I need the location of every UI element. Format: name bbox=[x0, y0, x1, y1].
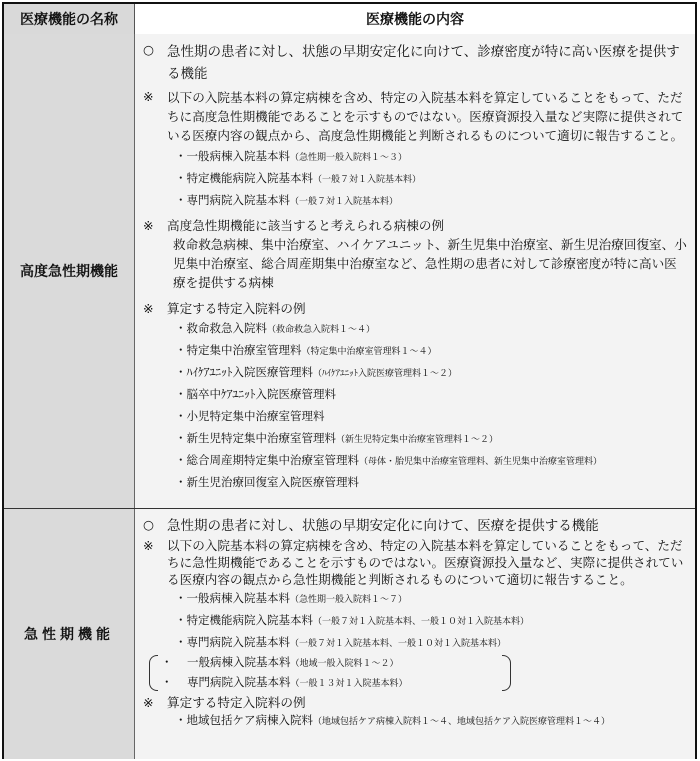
list-item: ・脳卒中ｹｱﾕﾆｯﾄ入院医療管理料 bbox=[175, 387, 336, 401]
note-mark: ※ bbox=[143, 538, 154, 553]
note-mark: ※ bbox=[143, 695, 154, 710]
list-item: ・小児特定集中治療室管理料 bbox=[175, 409, 325, 423]
note-mark: ※ bbox=[143, 301, 154, 316]
list-item: ・特定集中治療室管理料（特定集中治療室管理料１～４） bbox=[175, 343, 437, 357]
list-item: ・新生児特定集中治療室管理料（新生児特定集中治療室管理料１～２） bbox=[175, 431, 499, 445]
note-base-fees: ※ 以下の入院基本料の算定病棟を含め、特定の入院基本料を算定していることをもって、ただちに急性期機能であることを示すものではない。医療資源投入量など、実際に提供されている医療内容の観点から急性期機能と判断されるものについて適切に報告すること。 bbox=[143, 538, 684, 587]
bracketed-fee-group bbox=[149, 653, 511, 693]
circle-mark: ○ bbox=[143, 42, 154, 57]
list-item: ・一般病棟入院基本料（急性期一般入院料１～３） bbox=[175, 149, 408, 163]
ward-examples-body: 救命救急病棟、集中治療室、ハイケアユニット、新生児集中治療室、新生児治療回復室、小児集中治療室、総合周産期集中治療室など、急性期の患者に対して診療密度が特に高い医療を提供する病棟 bbox=[173, 237, 687, 290]
circle-mark: ○ bbox=[143, 517, 154, 532]
header-function-content: 医療機能の内容 bbox=[366, 12, 464, 28]
function-content bbox=[135, 34, 695, 508]
note-special-fees: ※ 算定する特定入院料の例 bbox=[143, 301, 306, 316]
definition: ○ 急性期の患者に対し、状態の早期安定化に向けて、医療を提供する機能 bbox=[143, 517, 599, 534]
list-item: ・ 一般病棟入院基本料（地域一般入院料１～２） bbox=[161, 655, 399, 669]
list-item: ・新生児治療回復室入院医療管理料 bbox=[175, 475, 359, 489]
function-name: 高度急性期機能 bbox=[4, 34, 135, 508]
list-item: ・一般病棟入院基本料（急性期一般入院料１～７） bbox=[175, 591, 408, 605]
special-fee-list bbox=[143, 712, 687, 730]
table-row-acute bbox=[4, 509, 695, 759]
header-function-name: 医療機能の名称 bbox=[4, 4, 135, 34]
note-mark: ※ bbox=[143, 218, 154, 233]
list-item: ・専門病院入院基本料（一般７対１入院基本料） bbox=[175, 193, 399, 207]
list-item: ・ﾊｲｹｱﾕﾆｯﾄ入院医療管理料（ﾊｲｹｱﾕﾆｯﾄ入院医療管理料１～２） bbox=[175, 365, 458, 379]
list-item: ・救命救急入院料（救命救急入院料１～４） bbox=[175, 321, 376, 335]
list-item: ・総合周産期特定集中治療室管理料（母体・胎児集中治療室管理料、新生児集中治療室管理料） bbox=[175, 453, 603, 467]
list-item: ・特定機能病院入院基本料（一般７対１入院基本料） bbox=[175, 171, 422, 185]
medical-function-table bbox=[2, 2, 697, 759]
list-item: ・地域包括ケア病棟入院料（地域包括ケア病棟入院料１～４、地域包括ケア入院医療管理料１～４） bbox=[175, 713, 611, 727]
function-content bbox=[135, 509, 695, 759]
list-item: ・特定機能病院入院基本料（一般７対１入院基本料、一般１０対１入院基本料） bbox=[175, 613, 530, 627]
note-ward-examples: ※ 高度急性期機能に該当すると考えられる病棟の例 bbox=[143, 218, 445, 233]
table-header bbox=[4, 4, 695, 36]
table-row-advanced-acute bbox=[4, 34, 695, 509]
note-mark: ※ bbox=[143, 89, 154, 104]
special-fee-list bbox=[143, 318, 687, 494]
definition: ○ 急性期の患者に対し、状態の早期安定化に向けて、診療密度が特に高い医療を提供する機能 bbox=[143, 41, 687, 85]
list-item: ・専門病院入院基本料（一般７対１入院基本料、一般１０対１入院基本料） bbox=[175, 635, 507, 649]
list-item: ・ 専門病院入院基本料（一般１３対１入院基本料） bbox=[161, 675, 408, 689]
note-base-fees: ※ 以下の入院基本料の算定病棟を含め、特定の入院基本料を算定していることをもって、ただちに高度急性期機能であることを示すものではない。医療資源投入量など実際に提供されている医療内容の観点から、高度急性期機能と判断されるものについて適切に報告すること。 bbox=[143, 89, 684, 143]
function-name: 急性期機能 bbox=[4, 509, 135, 759]
note-special-fees: ※ 算定する特定入院料の例 bbox=[143, 695, 306, 710]
